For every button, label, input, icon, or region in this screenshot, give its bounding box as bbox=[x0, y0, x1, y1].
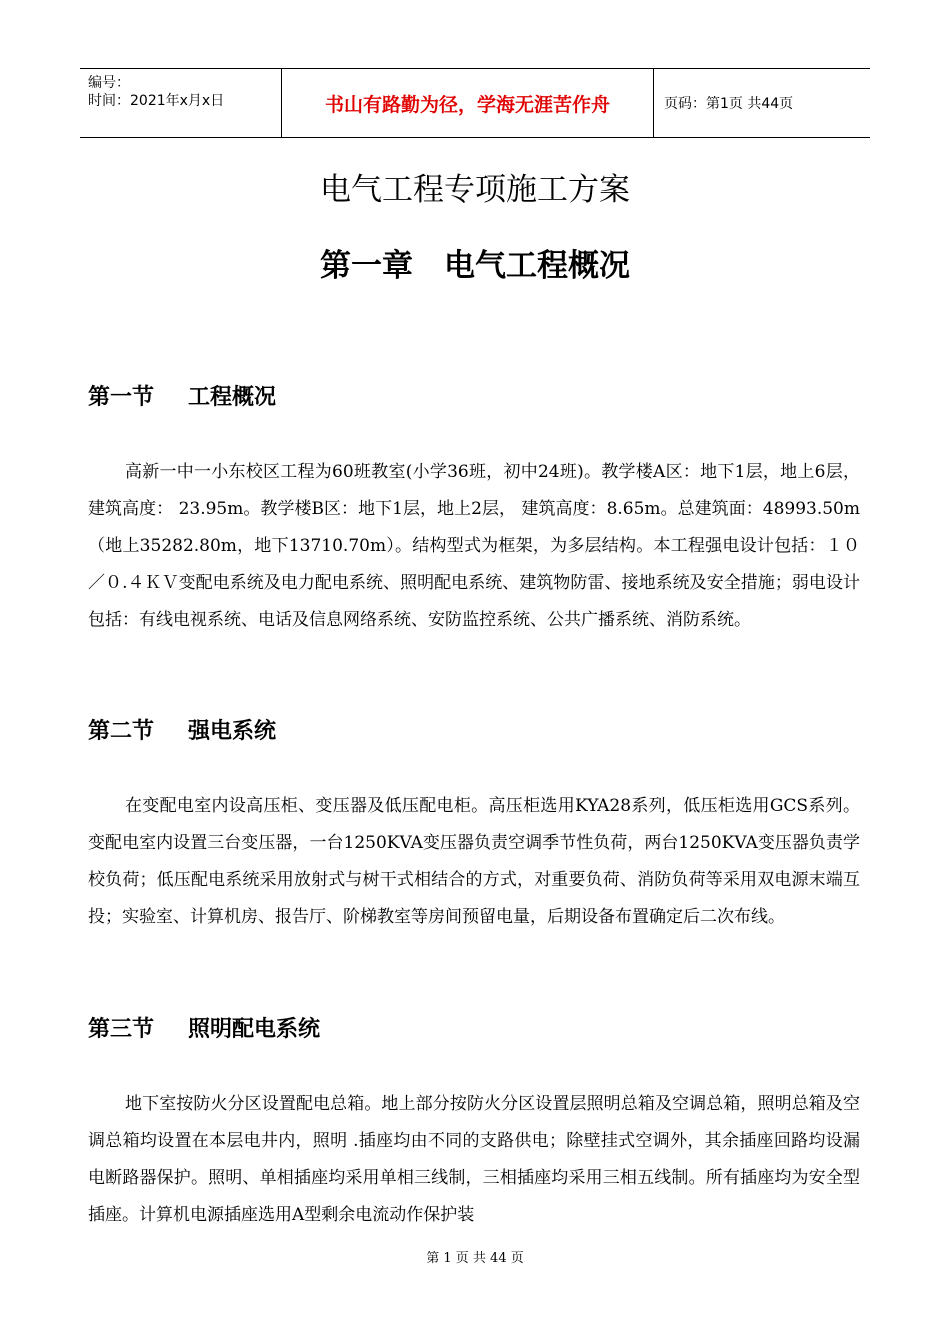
header-meta bbox=[80, 69, 281, 137]
section-heading-3 bbox=[88, 1012, 320, 1043]
section-title: 工程概况 bbox=[188, 385, 277, 410]
chapter-title: 第一章 电气工程概况 bbox=[320, 248, 630, 284]
section-paragraph-3: 地下室按防火分区设置配电总箱。地上部分按防火分区设置层照明总箱及空调总箱，照明总箱及空调总箱均设置在本层电井内，照明 .插座均由不同的支路供电；除壁挂式空调外，其余插座回路均设漏电断路器保护。照明、单相插座均采用单相三线制，三相插座均采用三相五线制。所有插座均为安全型插座。计算机电源插座选用A型剩余电流动作保护装 bbox=[88, 1094, 860, 1225]
section-paragraph-1: 高新一中一小东校区工程为60班教室(小学36班，初中24班)。教学楼A区：地下1层，地上6层， 建筑高度： 23.95m。教学楼B区：地下1层，地上2层， 建筑高度：8.65m。总建筑面：48993.50m（地上35282.80m，地下13710.70m）。结构型式为框架，为多层结构。本工程强电设计包括：１０／０.４ＫＶ变配电系统及电力配电系统、照明配电系统、建筑物防雷、接地系统及安全措施；弱电设计包括：有线电视系统、电话及信息网络系统、安防监控系统、公共广播系统、消防系统。 bbox=[88, 462, 860, 630]
section-number: 第三节 bbox=[88, 1017, 155, 1042]
section-heading-1 bbox=[88, 380, 276, 411]
date-label: 时间：2021年x月x日 bbox=[88, 93, 225, 109]
header-page-info: 页码：第1页 共44页 bbox=[664, 96, 794, 112]
section-title: 照明配电系统 bbox=[188, 1017, 321, 1042]
section-paragraph-2: 在变配电室内设高压柜、变压器及低压配电柜。高压柜选用KYA28系列，低压柜选用GCS系列。变配电室内设置三台变压器，一台1250KVA变压器负责空调季节性负荷，两台1250KVA变压器负责学校负荷；低压配电系统采用放射式与树干式相结合的方式，对重要负荷、消防负荷等采用双电源末端互投；实验室、计算机房、报告厅、阶梯教室等房间预留电量，后期设备布置确定后二次布线。 bbox=[88, 796, 860, 927]
section-number: 第二节 bbox=[88, 719, 155, 744]
section-title: 强电系统 bbox=[188, 719, 277, 744]
document-title: 电气工程专项施工方案 bbox=[320, 172, 630, 208]
page-footer: 第 1 页 共 44 页 bbox=[426, 1251, 524, 1266]
section-number: 第一节 bbox=[88, 385, 155, 410]
number-label: 编号： bbox=[88, 75, 130, 91]
section-heading-2 bbox=[88, 714, 276, 745]
header-motto: 书山有路勤为径，学海无涯苦作舟 bbox=[281, 69, 654, 137]
page-header bbox=[80, 68, 870, 138]
